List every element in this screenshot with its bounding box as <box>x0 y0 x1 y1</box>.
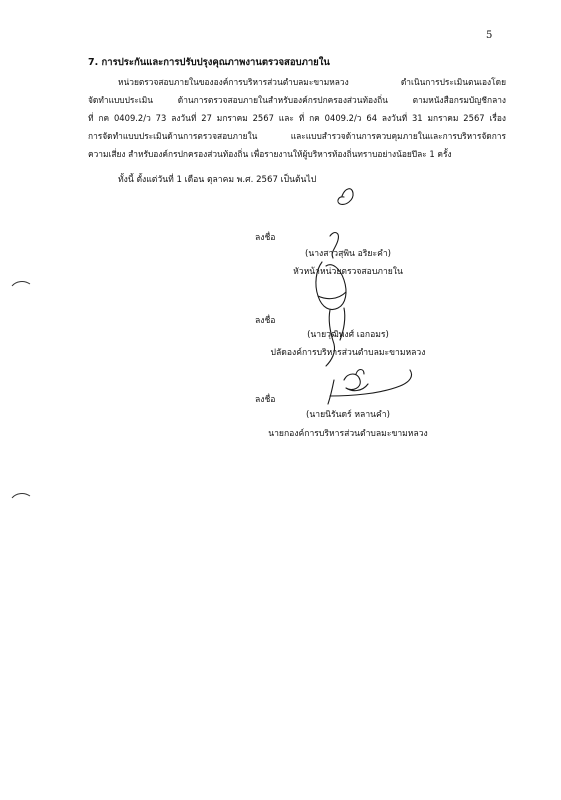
body-line: จัดทำแบบประเมิน ด้านการตรวจสอบภายในสำหรับองค์กรปกครองส่วนท้องถิ่น ตามหนังสือกรมบัญชีกลาง <box>88 95 506 105</box>
signature-label: ลงชื่อ <box>255 233 276 243</box>
signature-3-stroke <box>356 370 364 375</box>
body-line: ที่ กค 0409.2/ว 73 ลงวันที่ 27 มกราคม 2567 และ ที่ กค 0409.2/ว 64 ลงวันที่ 31 มกราคม 2567 เรื่อง <box>88 113 506 123</box>
signature-2-stroke <box>316 262 346 310</box>
body-line: ความเสี่ยง สำหรับองค์กรปกครองส่วนท้องถิ่น เพื่อรายงานให้ผู้บริหารท้องถิ่นทราบอย่างน้อยปีละ 1 ครั้ง <box>88 149 452 159</box>
signature-3-stroke <box>344 374 368 391</box>
signature-2-stroke <box>326 310 335 366</box>
signature-label: ลงชื่อ <box>255 395 276 405</box>
signer-title: ปลัดองค์การบริหารส่วนตำบลมะขามหลวง <box>270 348 426 358</box>
signer-title: นายกองค์การบริหารส่วนตำบลมะขามหลวง <box>268 429 428 439</box>
signature-2-stroke <box>318 292 346 299</box>
signature-3-stroke <box>330 370 412 396</box>
effective-date: ทั้งนี้ ตั้งแต่วันที่ 1 เดือน ตุลาคม พ.ศ. 2567 เป็นต้นไป <box>118 175 317 185</box>
signer-title: หัวหน้าหน่วยตรวจสอบภายใน <box>293 267 403 277</box>
signature-2-stroke <box>340 308 345 340</box>
signer-name: (นางสาวสุพิน อริยะคำ) <box>304 249 392 259</box>
punch-hole-mark <box>12 282 30 286</box>
section-heading: 7. การประกันและการปรับปรุงคุณภาพงานตรวจสอบภายใน <box>88 57 330 68</box>
signer-name: (นายวุฒิพงศ์ เอกอมร) <box>307 330 389 340</box>
page-number: 5 <box>486 30 493 41</box>
signature-label: ลงชื่อ <box>255 316 276 326</box>
punch-hole-mark <box>12 494 30 498</box>
signature-1-stroke <box>330 233 338 258</box>
signer-name: (นายนิรันดร์ หลานคำ) <box>306 410 390 420</box>
body-line: การจัดทำแบบประเมินด้านการตรวจสอบภายใน และแบบสำรวจด้านการควบคุมภายในและการบริหารจัดการ <box>88 131 506 141</box>
body-line: หน่วยตรวจสอบภายในขององค์การบริหารส่วนตำบลมะขามหลวง ดำเนินการประเมินตนเองโดย <box>118 77 506 87</box>
signature-1-stroke <box>338 189 353 205</box>
signature-3-stroke <box>328 380 334 404</box>
